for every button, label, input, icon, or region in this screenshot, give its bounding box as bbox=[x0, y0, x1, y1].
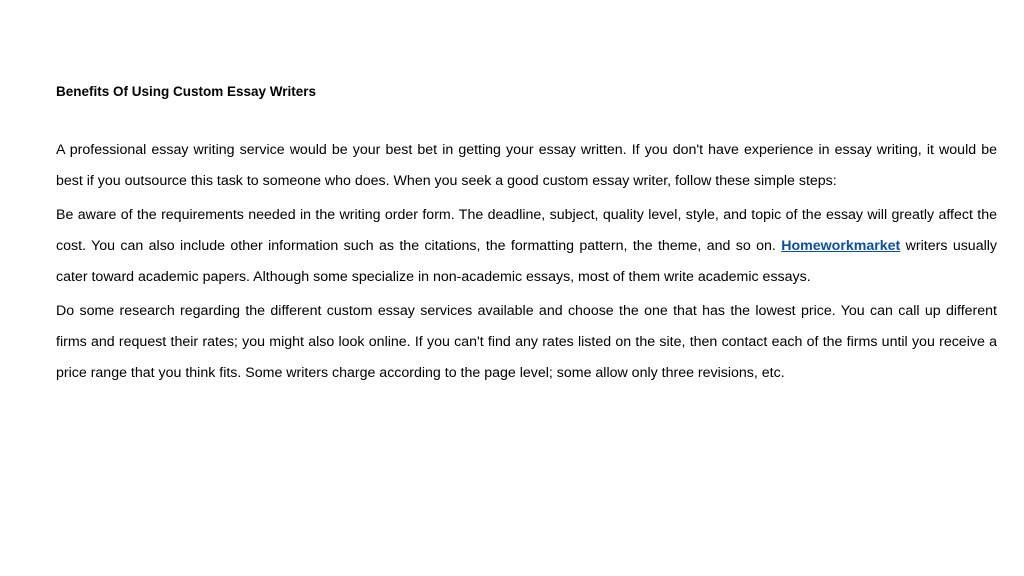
document-heading: Benefits Of Using Custom Essay Writers bbox=[56, 84, 317, 99]
paragraph-requirements-continued: writers usually cater toward academic papers. Although some specialize in non-academic essays, most of them write academic essays. bbox=[56, 238, 997, 285]
homeworkmarket-link[interactable]: Homeworkmarket bbox=[781, 238, 901, 254]
document-body bbox=[56, 135, 997, 392]
paragraph-research: Do some research regarding the different custom essay services available and choose the one that has the lowest price. You can call up different firms and request their rates; you might also look online. If you can't find any rates listed on the site, then contact each of the firms until you receive a price range that you think fits. Some writers charge according to the page level; some allow only three revisions, etc. bbox=[56, 303, 997, 381]
paragraph-intro: A professional essay writing service would be your best bet in getting your essay written. If you don't have experience in essay writing, it would be best if you outsource this task to someone who does. When you seek a good custom essay writer, follow these simple steps: bbox=[56, 142, 997, 189]
paragraph-requirements-text: Be aware of the requirements needed in the writing order form. The deadline, subject, quality level, style, and topic of the essay will greatly affect the cost. You can also include other information such as the citations, the formatting pattern, the theme, and so on. bbox=[56, 207, 997, 254]
paragraph-requirements bbox=[56, 200, 997, 293]
